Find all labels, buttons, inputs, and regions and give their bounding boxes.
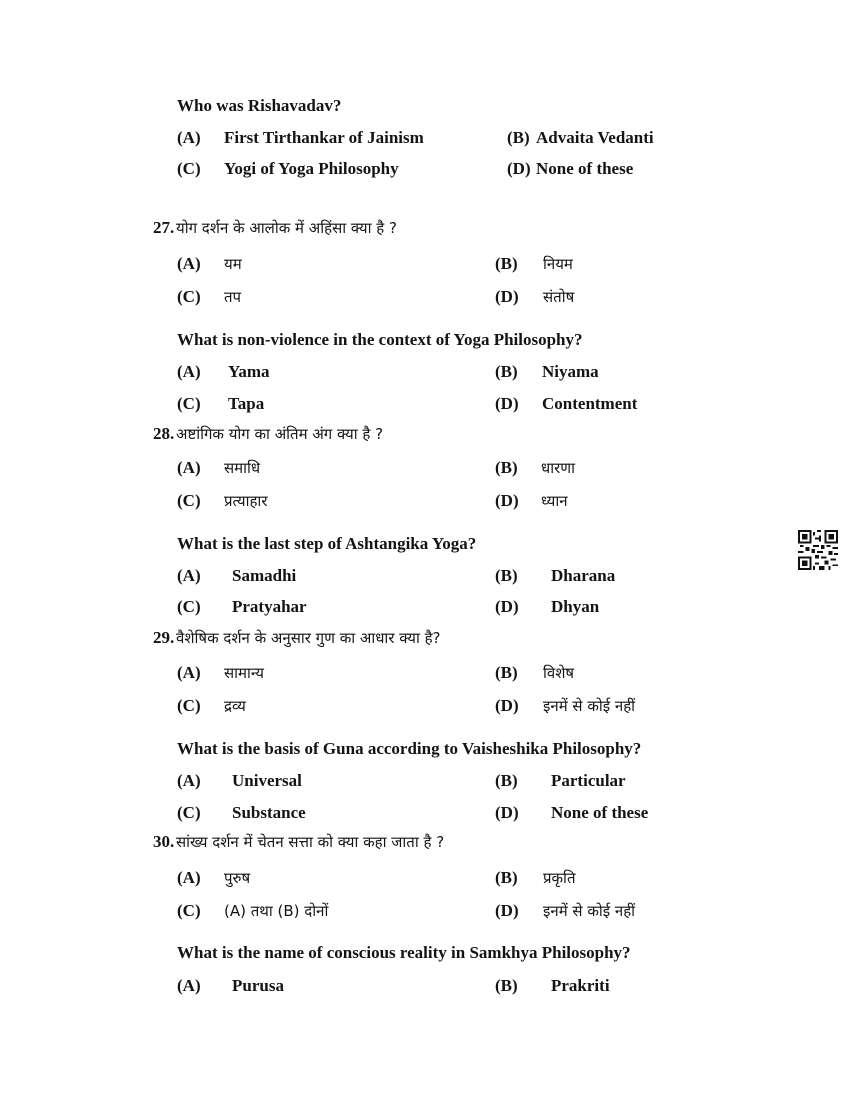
q27-english-question: What is non-violence in the context of Yoga Philosophy? (177, 330, 583, 349)
q29-hi-option-a: सामान्य (224, 664, 265, 682)
q29-en-option-c: Substance (232, 803, 306, 822)
q28-en-option-d-label: (D) (495, 597, 519, 616)
q29-en-option-a: Universal (232, 771, 302, 790)
q29-hi-option-c-label: (C) (177, 696, 201, 715)
q28-hi-option-d: ध्यान (541, 492, 568, 510)
q29-hi-option-b-label: (B) (495, 663, 518, 682)
q30-hindi-question: सांख्य दर्शन में चेतन सत्ता को क्या कहा जाता है ? (176, 833, 445, 851)
q27-hi-option-b-label: (B) (495, 254, 518, 273)
q29-hindi-question: वैशेषिक दर्शन के अनुसार गुण का आधार क्या है? (176, 629, 441, 647)
q29-en-option-b-label: (B) (495, 771, 518, 790)
q30-hi-option-d: इनमें से कोई नहीं (543, 902, 636, 920)
q28-hi-option-d-label: (D) (495, 491, 519, 510)
q26-option-c: Yogi of Yoga Philosophy (224, 159, 399, 178)
q26-option-a: First Tirthankar of Jainism (224, 128, 424, 147)
q29-en-option-a-label: (A) (177, 771, 201, 790)
q28-en-option-d: Dhyan (551, 597, 600, 616)
q28-en-option-c-label: (C) (177, 597, 201, 616)
q28-hi-option-a-label: (A) (177, 458, 201, 477)
q26-option-d-label: (D) (507, 159, 531, 178)
q27-hi-option-b: नियम (543, 255, 573, 273)
q30-en-option-b: Prakriti (551, 976, 610, 995)
q30-hi-option-a-label: (A) (177, 868, 201, 887)
q27-en-option-c-label: (C) (177, 394, 201, 413)
q26-option-b: Advaita Vedanti (536, 128, 654, 147)
q27-en-option-a: Yama (228, 362, 270, 381)
q26-option-c-label: (C) (177, 159, 201, 178)
q27-en-option-d: Contentment (542, 394, 638, 413)
q29-hi-option-c: द्रव्य (224, 697, 246, 715)
q26-option-d: None of these (536, 159, 634, 178)
q29-hi-option-d: इनमें से कोई नहीं (543, 697, 636, 715)
q30-en-option-b-label: (B) (495, 976, 518, 995)
q28-hi-option-a: समाधि (224, 459, 261, 477)
q28-hi-option-b: धारणा (541, 459, 575, 477)
q29-en-option-b: Particular (551, 771, 626, 790)
q27-hi-option-c-label: (C) (177, 287, 201, 306)
q27-en-option-d-label: (D) (495, 394, 519, 413)
q30-english-question: What is the name of conscious reality in Samkhya Philosophy? (177, 943, 631, 962)
q27-number: 27. (153, 218, 175, 237)
q29-en-option-c-label: (C) (177, 803, 201, 822)
q26-option-b-label: (B) (507, 128, 530, 147)
q27-en-option-a-label: (A) (177, 362, 201, 381)
q26-english-question: Who was Rishavadav? (177, 96, 342, 115)
q28-english-question: What is the last step of Ashtangika Yoga? (177, 534, 477, 553)
q28-hi-option-c-label: (C) (177, 491, 201, 510)
q27-hi-option-c: तप (224, 288, 242, 306)
q27-hi-option-a-label: (A) (177, 254, 201, 273)
q27-hi-option-d: संतोष (543, 288, 575, 306)
q27-en-option-b-label: (B) (495, 362, 518, 381)
q30-hi-option-c: (A) तथा (B) दोनों (224, 902, 329, 920)
q27-hi-option-d-label: (D) (495, 287, 519, 306)
q30-hi-option-b: प्रकृति (543, 869, 576, 887)
q30-hi-option-d-label: (D) (495, 901, 519, 920)
q29-hi-option-a-label: (A) (177, 663, 201, 682)
q28-number: 28. (153, 424, 175, 443)
q30-hi-option-a: पुरुष (224, 869, 251, 887)
q30-number: 30. (153, 832, 175, 851)
q28-en-option-a-label: (A) (177, 566, 201, 585)
q27-en-option-b: Niyama (542, 362, 599, 381)
q30-en-option-a-label: (A) (177, 976, 201, 995)
q29-hi-option-d-label: (D) (495, 696, 519, 715)
q28-hi-option-b-label: (B) (495, 458, 518, 477)
q28-hi-option-c: प्रत्याहार (224, 492, 268, 510)
q28-hindi-question: अष्टांगिक योग का अंतिम अंग क्या है ? (176, 425, 384, 443)
q28-en-option-c: Pratyahar (232, 597, 307, 616)
q27-hi-option-a: यम (224, 255, 242, 273)
q30-hi-option-b-label: (B) (495, 868, 518, 887)
q28-en-option-b-label: (B) (495, 566, 518, 585)
q27-en-option-c: Tapa (228, 394, 265, 413)
q30-hi-option-c-label: (C) (177, 901, 201, 920)
q26-option-a-label: (A) (177, 128, 201, 147)
q27-hindi-question: योग दर्शन के आलोक में अहिंसा क्या है ? (176, 219, 397, 237)
q29-number: 29. (153, 628, 175, 647)
q28-en-option-b: Dharana (551, 566, 616, 585)
q30-en-option-a: Purusa (232, 976, 284, 995)
q29-english-question: What is the basis of Guna according to Vaisheshika Philosophy? (177, 739, 642, 758)
q29-hi-option-b: विशेष (543, 664, 575, 682)
q28-en-option-a: Samadhi (232, 566, 297, 585)
q29-en-option-d: None of these (551, 803, 649, 822)
qr-code-icon (798, 530, 838, 570)
q29-en-option-d-label: (D) (495, 803, 519, 822)
